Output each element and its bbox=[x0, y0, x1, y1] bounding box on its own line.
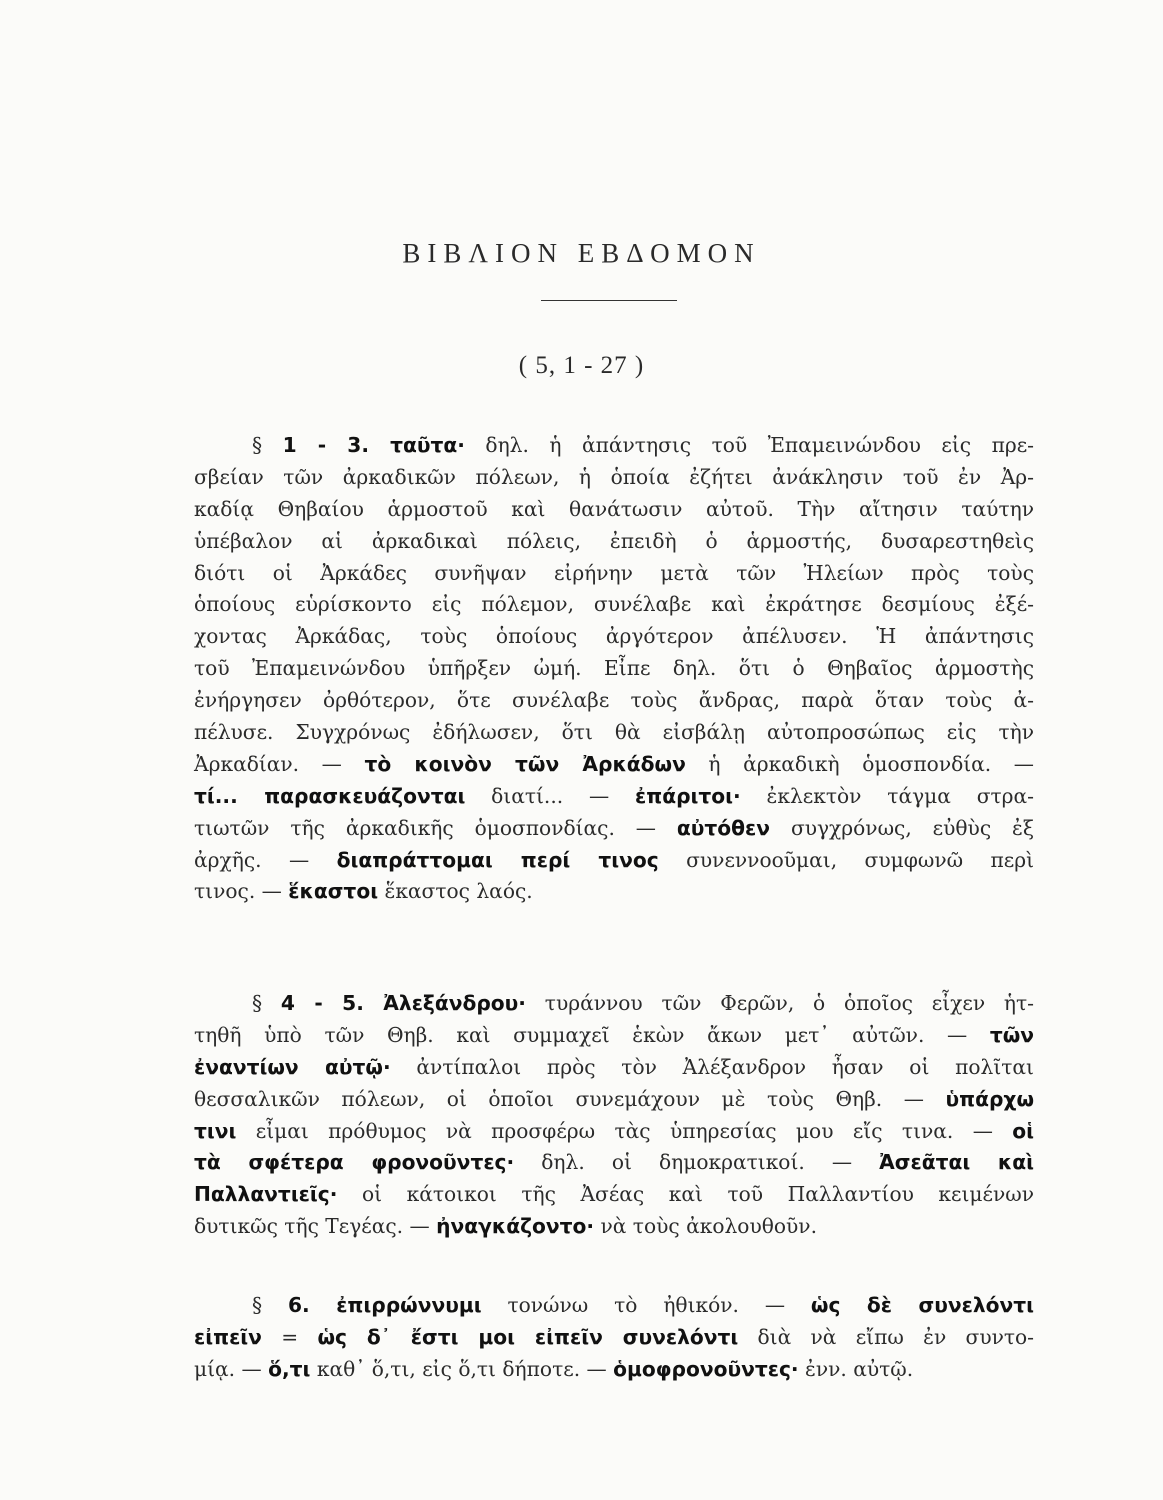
gloss-text: διότι οἱ Ἀρκάδες συνῆψαν εἰρήνην μετὰ τῶν Ἠλείων πρὸς τοὺς bbox=[194, 560, 1034, 585]
gloss-text: δηλ. ἡ ἀπάντησις τοῦ Ἐπαμεινώνδου εἰς πρε- bbox=[464, 433, 1035, 457]
text-line bbox=[194, 621, 1034, 653]
commentary-paragraph-2 bbox=[194, 988, 1034, 1243]
gloss-text: τινος. — bbox=[194, 879, 289, 904]
gloss-text: συγχρόνως, εὐθὺς ἐξ bbox=[770, 815, 1034, 840]
gloss-text: εἶμαι πρόθυμος νὰ προσφέρω τὰς ὑπηρεσίας μου εἴς τινα. — bbox=[236, 1118, 1013, 1143]
book-title: ΒΙΒΛΙΟΝ ΕΒΔΟΜΟΝ bbox=[402, 238, 761, 268]
gloss-text: διατί... — bbox=[465, 783, 636, 808]
text-line bbox=[194, 781, 1034, 813]
gloss-text: § bbox=[252, 433, 283, 457]
text-line bbox=[194, 1020, 1034, 1052]
text-line bbox=[194, 717, 1034, 749]
text-line bbox=[194, 876, 1034, 908]
gloss-text: ἐνν. αὐτῷ. bbox=[798, 1356, 914, 1381]
gloss-text: δυτικῶς τῆς Τεγέας. — bbox=[194, 1214, 437, 1239]
gloss-text: μίᾳ. — bbox=[194, 1356, 269, 1381]
gloss-text: καδίᾳ Θηβαίου ἁρμοστοῦ καὶ θανάτωσιν αὐτοῦ. Τὴν αἴτησιν ταύτην bbox=[194, 496, 1034, 521]
gloss-text: οἱ κάτοικοι τῆς Ἀσέας καὶ τοῦ Παλλαντίου κειμένων bbox=[337, 1182, 1034, 1207]
gloss-text: δηλ. οἱ δημοκρατικοί. — bbox=[514, 1150, 880, 1175]
gloss-text: = bbox=[261, 1324, 318, 1349]
headword: εἰπεῖν bbox=[194, 1324, 262, 1349]
gloss-text: τονώνω τὸ ἠθικόν. — bbox=[481, 1293, 811, 1317]
headword: ἕκαστοι bbox=[288, 879, 379, 904]
headword: ἐναντίων αὐτῷ· bbox=[194, 1054, 391, 1079]
gloss-text: ἡ ἀρκαδικὴ ὁμοσπονδία. — bbox=[685, 751, 1034, 776]
gloss-text: Ἀρκαδίαν. — bbox=[194, 751, 365, 776]
gloss-text: ὁποίους εὑρίσκοντο εἰς πόλεμον, συνέλαβε καὶ ἐκράτησε δεσμίους ἐξέ- bbox=[194, 592, 1034, 617]
text-line bbox=[194, 1211, 1034, 1243]
headword: ἠναγκάζοντο· bbox=[436, 1214, 595, 1239]
gloss-text: θεσσαλικῶν πόλεων, οἱ ὁποῖοι συνεμάχουν μὲ τοὺς Θηβ. — bbox=[194, 1086, 946, 1111]
headword: Παλλαντιεῖς· bbox=[194, 1182, 338, 1207]
headword: 4 - 5. Ἀλεξάνδρου· bbox=[280, 991, 526, 1015]
gloss-text: καθ᾽ ὅ,τι, εἰς ὅ,τι δήποτε. — bbox=[310, 1356, 614, 1381]
text-line bbox=[194, 988, 1034, 1020]
gloss-text: τηθῆ ὑπὸ τῶν Θηβ. καὶ συμμαχεῖ ἑκὼν ἄκων μετ᾽ αὐτῶν. — bbox=[194, 1022, 990, 1047]
gloss-text: § bbox=[252, 991, 281, 1015]
gloss-text: σβείαν τῶν ἀρκαδικῶν πόλεων, ἡ ὁποία ἐζήτει ἀνάκλησιν τοῦ ἐν Ἀρ- bbox=[194, 464, 1034, 489]
headword: ὡς δ᾽ ἔστι μοι εἰπεῖν συνελόντι bbox=[317, 1324, 739, 1349]
text-line bbox=[194, 589, 1034, 621]
text-line bbox=[194, 1179, 1034, 1211]
commentary-paragraph-1 bbox=[194, 430, 1034, 908]
text-line bbox=[194, 462, 1034, 494]
gloss-text: ἐκλεκτὸν τάγμα στρα- bbox=[740, 783, 1034, 808]
text-line bbox=[194, 1116, 1034, 1148]
headword: ἐπάριτοι· bbox=[635, 783, 741, 808]
chapter-range: ( 5, 1 - 27 ) bbox=[518, 352, 645, 379]
headword: τὰ σφέτερα φρονοῦντες· bbox=[194, 1150, 515, 1175]
text-line bbox=[194, 653, 1034, 685]
gloss-text: νὰ τοὺς ἀκολουθοῦν. bbox=[594, 1214, 817, 1239]
gloss-text: ὑπέβαλον αἱ ἀρκαδικαὶ πόλεις, ἐπειδὴ ὁ ἁρμοστής, δυσαρεστηθεὶς bbox=[194, 528, 1034, 553]
gloss-text: τιωτῶν τῆς ἀρκαδικῆς ὁμοσπονδίας. — bbox=[194, 815, 677, 840]
headword: τινι bbox=[194, 1118, 237, 1143]
text-line bbox=[194, 1322, 1034, 1354]
text-line bbox=[194, 749, 1034, 781]
headword: 6. ἐπιρρώννυμι bbox=[287, 1293, 482, 1317]
commentary-paragraph-3 bbox=[194, 1290, 1034, 1386]
text-line bbox=[194, 494, 1034, 526]
headword: ὁμοφρονοῦντες· bbox=[613, 1356, 799, 1381]
headword: τῶν bbox=[989, 1022, 1034, 1047]
headword: ὅ,τι bbox=[268, 1356, 311, 1381]
headword: αὐτόθεν bbox=[676, 815, 771, 840]
headword: διαπράττομαι περί τινος bbox=[336, 847, 659, 872]
text-line bbox=[194, 1147, 1034, 1179]
gloss-text: ἀντίπαλοι πρὸς τὸν Ἀλέξανδρον ἦσαν οἱ πολῖται bbox=[390, 1054, 1034, 1079]
gloss-text: διὰ νὰ εἴπω ἐν συντο- bbox=[738, 1324, 1035, 1349]
gloss-text: χοντας Ἀρκάδας, τοὺς ὁποίους ἀργότερον ἀπέλυσεν. Ἡ ἀπάντησις bbox=[194, 624, 1034, 649]
gloss-text: ἀρχῆς. — bbox=[194, 847, 337, 872]
text-line bbox=[194, 1084, 1034, 1116]
gloss-text: συνεννοοῦμαι, συμφωνῶ περὶ bbox=[658, 847, 1034, 872]
text-line bbox=[194, 1290, 1034, 1322]
title-rule bbox=[541, 300, 677, 301]
headword: οἱ bbox=[1012, 1118, 1034, 1143]
gloss-text: πέλυσε. Συγχρόνως ἐδήλωσεν, ὅτι θὰ εἰσβάλῃ αὐτοπροσώπως εἰς τὴν bbox=[194, 720, 1034, 745]
text-line bbox=[194, 526, 1034, 558]
headword: ὑπάρχω bbox=[945, 1086, 1034, 1111]
text-line bbox=[194, 1052, 1034, 1084]
gloss-text: § bbox=[252, 1293, 288, 1317]
headword: ὡς δὲ συνελόντι bbox=[810, 1293, 1034, 1317]
text-line bbox=[194, 845, 1034, 877]
text-line bbox=[194, 1354, 1034, 1386]
headword: τί... παρασκευάζονται bbox=[194, 783, 466, 808]
headword: τὸ κοινὸν τῶν Ἀρκάδων bbox=[364, 751, 686, 776]
gloss-text: τοῦ Ἐπαμεινώνδου ὑπῆρξεν ὠμή. Εἶπε δηλ. ὅτι ὁ Θηβαῖος ἁρμοστὴς bbox=[194, 656, 1034, 681]
gloss-text: ἐνήργησεν ὀρθότερον, ὅτε συνέλαβε τοὺς ἄνδρας, παρὰ ὅταν τοὺς ἀ- bbox=[194, 688, 1034, 713]
headword: Ἀσεᾶται καὶ bbox=[879, 1150, 1034, 1175]
gloss-text: ἕκαστος λαός. bbox=[378, 879, 533, 904]
text-line bbox=[194, 558, 1034, 590]
text-line bbox=[194, 685, 1034, 717]
text-line bbox=[194, 430, 1034, 462]
headword: 1 - 3. ταῦτα· bbox=[282, 433, 465, 457]
gloss-text: τυράννου τῶν Φερῶν, ὁ ὁποῖος εἶχεν ἡτ- bbox=[525, 991, 1034, 1015]
text-line bbox=[194, 813, 1034, 845]
